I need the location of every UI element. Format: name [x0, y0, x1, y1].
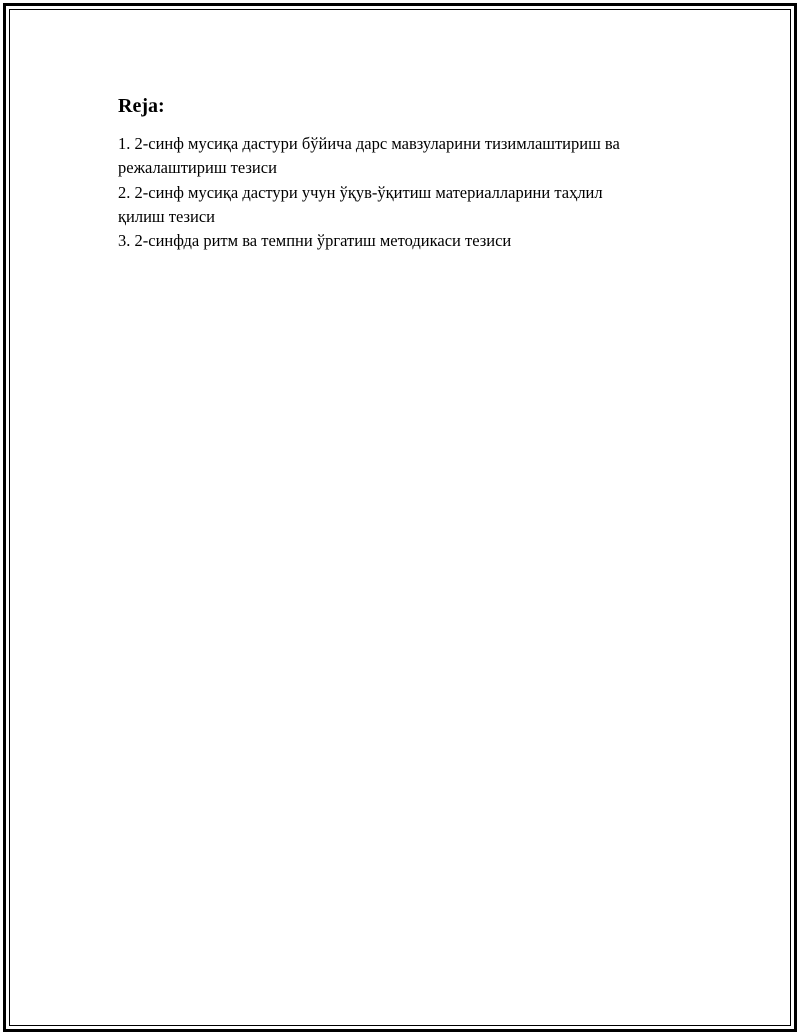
plan-item-2	[118, 181, 698, 230]
plan-item-text-line1: 2-синф мусиқа дастури бўйича дарс мавзуларини тизимлаштириш ва	[134, 134, 620, 153]
plan-item-1	[118, 132, 698, 181]
plan-item-number: 2.	[118, 182, 131, 202]
document-body	[118, 94, 698, 253]
plan-item-text-line2: қилиш тезиси	[118, 206, 215, 226]
plan-item-text-line1: 2-синф мусиқа дастури учун ўқув-ўқитиш материалларини таҳлил	[134, 182, 603, 202]
plan-item-number: 3.	[118, 231, 131, 251]
plan-item-3	[118, 229, 698, 253]
plan-item-text-line1: 2-синфда ритм ва темпни ўргатиш методикаси тезиси	[134, 231, 512, 251]
plan-item-number: 1.	[118, 134, 131, 153]
plan-heading: Reja:	[118, 95, 165, 117]
plan-item-text-line2: режалаштириш тезиси	[118, 158, 277, 178]
plan-list	[118, 132, 698, 253]
